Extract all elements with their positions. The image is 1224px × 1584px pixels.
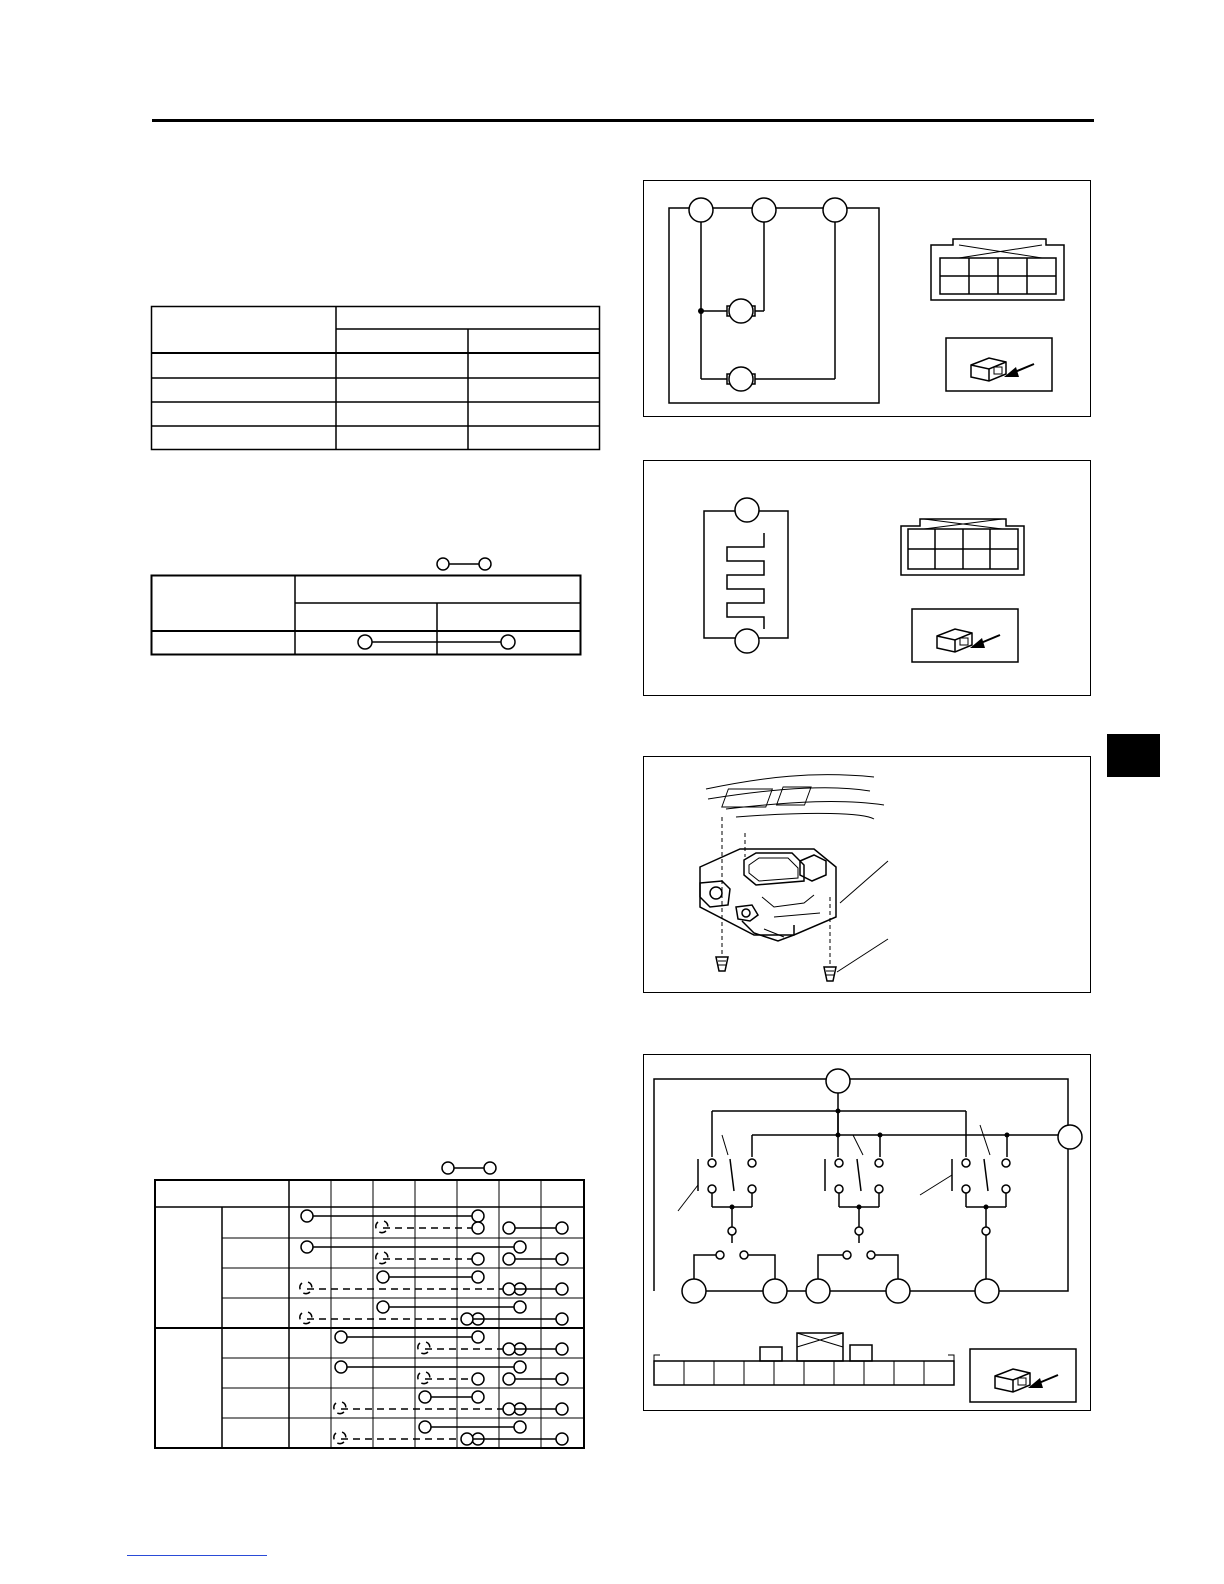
- terminal-circle: [763, 1279, 787, 1303]
- terminal-circle: [377, 1271, 389, 1283]
- open-terminal: [418, 1342, 430, 1354]
- terminal-circle: [556, 1403, 568, 1415]
- terminal-circle: [826, 1069, 850, 1093]
- terminal-circle: [377, 1301, 389, 1313]
- terminal-circle: [514, 1301, 526, 1313]
- terminal-circle: [514, 1421, 526, 1433]
- terminal-circle: [301, 1241, 313, 1253]
- switch-assembly-icon: [700, 849, 836, 941]
- open-terminal: [334, 1432, 346, 1444]
- switch-contact: [748, 1159, 756, 1167]
- terminal-circle: [556, 1373, 568, 1385]
- terminal-circle: [472, 1373, 484, 1385]
- terminal-circle: [503, 1403, 515, 1415]
- terminal-circle: [472, 1222, 484, 1234]
- terminal-circle: [556, 1313, 568, 1325]
- continuity-table-large: [153, 1178, 587, 1452]
- section-tab: [1107, 734, 1160, 777]
- heater-element-icon: [704, 498, 788, 653]
- screw-icon: [824, 967, 836, 981]
- terminal-circle: [556, 1343, 568, 1355]
- connector-icon: [654, 1333, 954, 1385]
- terminal-circle: [735, 498, 759, 522]
- terminal-circle: [335, 1361, 347, 1373]
- switch-contact: [835, 1185, 843, 1193]
- resistance-table: [150, 305, 602, 452]
- terminal-circle: [472, 1253, 484, 1265]
- switch-contact: [843, 1251, 851, 1259]
- terminal-circle: [735, 629, 759, 653]
- arrow-icon: [1004, 364, 1034, 377]
- switch-contact: [835, 1159, 843, 1167]
- continuity-symbol-icon: [440, 1159, 500, 1177]
- motor-icon: [727, 367, 755, 391]
- terminal-circle: [472, 1331, 484, 1343]
- motor-circuit-figure: [643, 180, 1091, 417]
- open-terminal: [376, 1221, 388, 1233]
- switch-contact: [708, 1185, 716, 1193]
- switch-contact: [728, 1227, 736, 1235]
- switch-installation-figure: [643, 756, 1091, 993]
- terminal-circle: [461, 1433, 473, 1445]
- terminal-circle: [514, 1361, 526, 1373]
- screw-icon: [716, 957, 728, 971]
- connector-icon: [901, 519, 1024, 575]
- terminal-circle: [556, 1222, 568, 1234]
- continuity-symbol-icon: [435, 555, 495, 573]
- terminal-circle: [472, 1391, 484, 1403]
- terminal-circle: [975, 1279, 999, 1303]
- open-terminal: [300, 1312, 312, 1324]
- switch-icon: [730, 1159, 734, 1191]
- terminal-circle: [503, 1283, 515, 1295]
- heater-element-figure: [643, 460, 1091, 696]
- connector-icon: [931, 239, 1064, 300]
- switch-contact: [748, 1185, 756, 1193]
- open-terminal: [418, 1372, 430, 1384]
- terminal-circle: [689, 198, 713, 222]
- switch-installation-drawing: [644, 757, 1092, 994]
- terminal-circle: [752, 198, 776, 222]
- terminal-circle: [556, 1253, 568, 1265]
- switch-contact: [875, 1185, 883, 1193]
- header-rule: [152, 119, 1094, 122]
- switch-contact: [1002, 1185, 1010, 1193]
- open-terminal: [376, 1252, 388, 1264]
- connector-plug-icon: [971, 358, 1006, 381]
- terminal-circle: [419, 1391, 431, 1403]
- terminal-circle: [503, 1343, 515, 1355]
- terminal-circle: [556, 1283, 568, 1295]
- motor-icon: [727, 299, 755, 323]
- terminal-circle: [886, 1279, 910, 1303]
- terminal-circle: [461, 1313, 473, 1325]
- terminal-circle: [556, 1433, 568, 1445]
- terminal-circle: [682, 1279, 706, 1303]
- terminal-circle: [1058, 1125, 1082, 1149]
- switch-circuit-figure: [643, 1054, 1091, 1411]
- terminal-circle: [503, 1253, 515, 1265]
- heater-element-diagram: [644, 461, 1092, 697]
- terminal-circle: [472, 1210, 484, 1222]
- switch-contact: [867, 1251, 875, 1259]
- motor-circuit-diagram: [644, 181, 1092, 418]
- switch-icon: [984, 1159, 988, 1191]
- switch-contact: [1002, 1159, 1010, 1167]
- switch-contact: [716, 1251, 724, 1259]
- terminal-circle: [472, 1271, 484, 1283]
- arrow-icon: [1028, 1375, 1058, 1388]
- terminal-circle: [503, 1222, 515, 1234]
- connector-plug-icon: [995, 1369, 1030, 1392]
- open-terminal: [334, 1402, 346, 1414]
- connector-plug-icon: [937, 629, 972, 652]
- switch-contact: [982, 1227, 990, 1235]
- terminal-circle: [301, 1210, 313, 1222]
- footer-link-rule: [127, 1555, 267, 1556]
- arrow-icon: [970, 635, 1000, 648]
- continuity-table-small: [150, 574, 583, 657]
- terminal-circle: [419, 1421, 431, 1433]
- terminal-circle: [514, 1241, 526, 1253]
- terminal-circle: [823, 198, 847, 222]
- switch-contact: [962, 1159, 970, 1167]
- switch-contact: [875, 1159, 883, 1167]
- switch-contact: [708, 1159, 716, 1167]
- terminal-circle: [335, 1331, 347, 1343]
- switch-circuit-diagram: [644, 1055, 1092, 1412]
- switch-contact: [962, 1185, 970, 1193]
- switch-contact: [740, 1251, 748, 1259]
- terminal-circle: [503, 1373, 515, 1385]
- open-terminal: [300, 1282, 312, 1294]
- switch-contact: [855, 1227, 863, 1235]
- switch-icon: [857, 1159, 861, 1191]
- terminal-circle: [806, 1279, 830, 1303]
